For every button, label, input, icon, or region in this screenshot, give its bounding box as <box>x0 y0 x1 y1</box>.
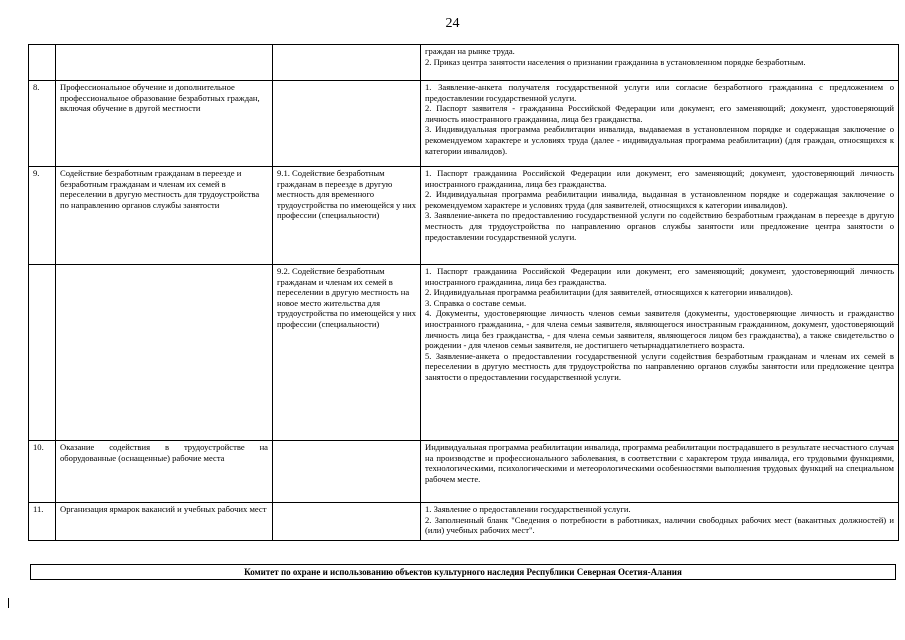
required-documents <box>421 45 899 81</box>
sub-service <box>273 503 421 541</box>
required-documents <box>421 441 899 503</box>
sub-service <box>273 81 421 167</box>
row-number: 9. <box>29 167 56 265</box>
required-documents <box>421 265 899 441</box>
document-item: 1. Паспорт гражданина Российской Федерации или документ, его заменяющий; документ, удостоверяющий личность иностранного гражданина, лица без гражданства. <box>425 266 894 287</box>
row-number <box>29 45 56 81</box>
service-name <box>56 265 273 441</box>
sub-service <box>273 441 421 503</box>
document-item: 2. Индивидуальная программа реабилитации инвалида, выданная в установленном порядке и содержащая заключение о рекомендуемом характере и условиях труда (для заявителей, относящихся к категории инвалидов). <box>425 189 894 210</box>
sub-service: 9.2. Содействие безработным гражданам и членам их семей в переселении в другую местность на новое место жительства для трудоустройства по имеющейся у них профессии (специальности) <box>273 265 421 441</box>
document-item: 1. Паспорт гражданина Российской Федерации или документ, его заменяющий; документ, удостоверяющий личность иностранного гражданина, лица без гражданства. <box>425 168 894 189</box>
margin-mark <box>8 598 9 608</box>
table-row <box>29 503 899 541</box>
services-table <box>28 44 899 541</box>
document-item: 2. Приказ центра занятости населения о признании гражданина в установленном порядке безработным. <box>425 56 806 67</box>
row-number <box>29 265 56 441</box>
table-row <box>29 45 899 81</box>
table-row <box>29 81 899 167</box>
document-item: граждан на рынке труда. <box>425 46 515 56</box>
service-name: Профессиональное обучение и дополнительное профессиональное образование безработных граждан, включая обучение в другой местности <box>56 81 273 167</box>
document-item: 4. Документы, удостоверяющие личность членов семьи заявителя (документы, удостоверяющие личность и гражданство иностранного гражданина, - для члена семьи заявителя, являющегося иностранным гражданином, документ, удостоверяющий личность лица без гражданства, - для члена семьи заявителя, являющегося лицом без гражданства), а также свидетельство о рождении - для членов семьи заявителя, не достигшего четырнадцатилетнего возраста. <box>425 308 894 351</box>
required-documents <box>421 167 899 265</box>
service-name: Организация ярмарок вакансий и учебных рабочих мест <box>56 503 273 541</box>
row-number: 8. <box>29 81 56 167</box>
sub-service: 9.1. Содействие безработным гражданам в переезде в другую местность для временного трудоустройства по имеющейся у них профессии (специальности) <box>273 167 421 265</box>
row-number: 10. <box>29 441 56 503</box>
document-item: 3. Заявление-анкета по предоставлению государственной услуги по содействию безработным гражданам в переезде в другую местность для трудоустройства по направлению органов службы занятости или предложение центра занятости о предоставлении государственной услуги. <box>425 210 894 242</box>
table-row <box>29 265 899 441</box>
service-name <box>56 45 273 81</box>
service-name: Оказание содействия в трудоустройстве на оборудованные (оснащенные) рабочие места <box>56 441 273 503</box>
row-number: 11. <box>29 503 56 541</box>
required-documents <box>421 503 899 541</box>
document-item: 2. Заполненный бланк "Сведения о потребности в работниках, наличии свободных рабочих мест (вакантных должностей) и (или) учебных рабочих мест". <box>425 514 894 536</box>
document-item: 1. Заявление-анкета получателя государственной услуги или согласие безработного гражданина с предложением о предоставлении государственной услуги. <box>425 82 894 103</box>
document-item: Индивидуальная программа реабилитации инвалида, программа реабилитации пострадавшего в результате несчастного случая на производстве и профессионального заболевания, в соответствии с характером труда инвалида, его трудовыми функциями, технологическими, психологическими и метеорологическими особенностями выполнения трудовых функций на специальном рабочем месте. <box>425 442 894 484</box>
table-row <box>29 167 899 265</box>
document-item: 2. Паспорт заявителя - гражданина Российской Федерации или документ, его заменяющий; документ, удостоверяющий личность иностранного гражданина, лица без гражданства. <box>425 103 894 124</box>
document-item: 1. Заявление о предоставлении государственной услуги. <box>425 504 631 514</box>
footer-committee-name: Комитет по охране и использованию объектов культурного наследия Республики Северная Осетия-Алания <box>30 564 896 580</box>
sub-service <box>273 45 421 81</box>
document-item: 2. Индивидуальная программа реабилитации (для заявителей, относящихся к категории инвалидов). <box>425 287 793 298</box>
table-row <box>29 441 899 503</box>
service-name: Содействие безработным гражданам в переезде и безработным гражданам и членам их семей в переселении в другую местность для трудоустройства по направлению органов службы занятости <box>56 167 273 265</box>
document-item: 3. Справка о составе семьи. <box>425 297 527 308</box>
document-item: 5. Заявление-анкета о предоставлении государственной услуги содействия безработным гражданам и членам их семей в переселении в другую местность для трудоустройства по направлению органов службы занятости или предложение центра занятости о предоставлении государственной услуги. <box>425 350 894 382</box>
page-number: 24 <box>445 16 460 31</box>
document-item: 3. Индивидуальная программа реабилитации инвалида, выдаваемая в установленном порядке и содержащая заключение о рекомендуемом характере и условиях труда (далее - индивидуальная программа реабилитации) (для граждан, относящихся к категории инвалидов). <box>425 124 894 156</box>
required-documents <box>421 81 899 167</box>
